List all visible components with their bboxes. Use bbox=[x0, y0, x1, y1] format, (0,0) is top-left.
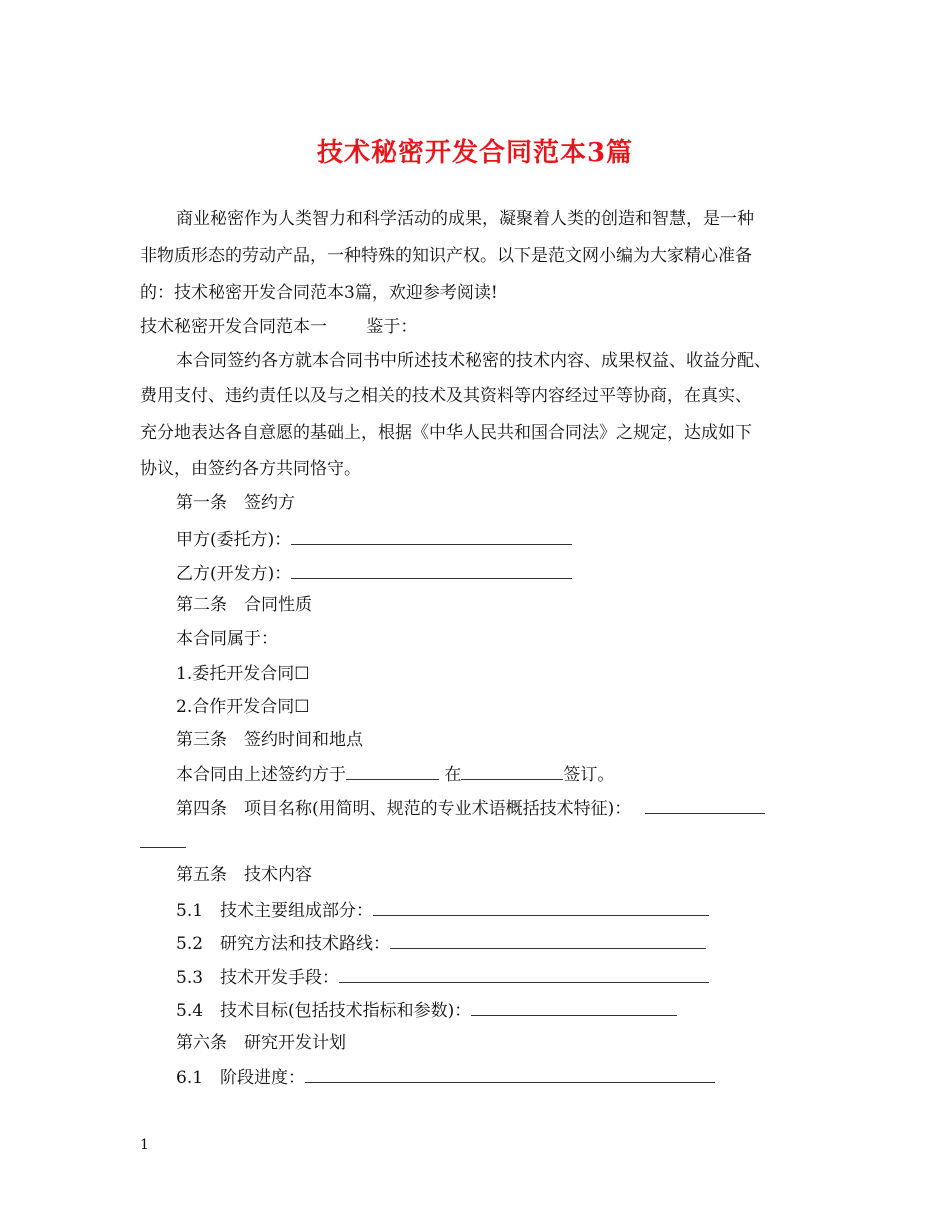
intro-line-3: 的：技术秘密开发合同范本3篇，欢迎参考阅读! bbox=[140, 283, 498, 303]
party-a-label: 甲方(委托方)： bbox=[176, 530, 292, 550]
article-3-text bbox=[176, 763, 614, 786]
document-title: 技术秘密开发合同范本3篇 bbox=[316, 138, 634, 168]
article-5-4-blank bbox=[471, 999, 677, 1016]
article-2-option-2: 2.合作开发合同☐ bbox=[176, 697, 310, 717]
preamble-line-2: 费用支付、违约责任以及与之相关的技术及其资料等内容经过平等协商，在真实、 bbox=[140, 386, 752, 406]
preamble-line-4: 协议，由签约各方共同恪守。 bbox=[140, 459, 361, 479]
article-3-text-part-3: 签订。 bbox=[563, 765, 615, 785]
article-5-title: 第五条 技术内容 bbox=[176, 865, 312, 885]
intro-line-2: 非物质形态的劳动产品，一种特殊的知识产权。以下是范文网小编为大家精心准备 bbox=[140, 246, 752, 266]
article-2-option-1: 1.委托开发合同☐ bbox=[176, 664, 310, 684]
article-5-4-label: 5.4 技术目标(包括技术指标和参数)： bbox=[176, 1001, 472, 1021]
article-4-title: 第四条 项目名称(用简明、规范的专业术语概括技术特征)： bbox=[176, 799, 632, 819]
article-6-1-row bbox=[176, 1066, 715, 1089]
article-3-text-part-1: 本合同由上述签约方于 bbox=[176, 765, 346, 785]
project-name-blank bbox=[645, 797, 765, 814]
article-5-3-label: 5.3 技术开发手段： bbox=[176, 968, 340, 988]
article-5-2-blank bbox=[390, 932, 706, 949]
party-a-blank bbox=[291, 528, 572, 545]
article-6-title: 第六条 研究开发计划 bbox=[176, 1033, 346, 1053]
party-b-blank bbox=[291, 562, 572, 579]
article-2-intro: 本合同属于： bbox=[176, 629, 278, 649]
article-5-1-blank bbox=[373, 899, 709, 916]
article-3-title: 第三条 签约时间和地点 bbox=[176, 730, 363, 750]
article-6-1-blank bbox=[305, 1066, 715, 1083]
party-b-row bbox=[176, 562, 572, 585]
intro-line-1: 商业秘密作为人类智力和科学活动的成果，凝聚着人类的创造和智慧，是一种 bbox=[176, 209, 754, 229]
article-2-title: 第二条 合同性质 bbox=[176, 595, 312, 615]
article-5-1-label: 5.1 技术主要组成部分： bbox=[176, 901, 374, 921]
article-6-1-label: 6.1 阶段进度： bbox=[176, 1068, 306, 1088]
party-b-label: 乙方(开发方)： bbox=[176, 564, 292, 584]
place-blank bbox=[461, 763, 563, 780]
article-4-continuation bbox=[140, 831, 186, 854]
article-3-text-part-2: 在 bbox=[439, 765, 462, 785]
article-5-1-row bbox=[176, 899, 709, 922]
article-5-3-row bbox=[176, 966, 709, 989]
article-1-title: 第一条 签约方 bbox=[176, 493, 295, 513]
date-blank bbox=[346, 763, 439, 780]
party-a-row bbox=[176, 528, 572, 551]
article-5-3-blank bbox=[339, 966, 709, 983]
article-5-2-label: 5.2 研究方法和技术路线： bbox=[176, 934, 391, 954]
page-number: 1 bbox=[140, 1137, 149, 1153]
preamble-line-3: 充分地表达各自意愿的基础上，根据《中华人民共和国合同法》之规定，达成如下 bbox=[140, 423, 752, 443]
article-5-2-row bbox=[176, 932, 706, 955]
article-5-4-row bbox=[176, 999, 677, 1022]
preamble-line-1: 本合同签约各方就本合同书中所述技术秘密的技术内容、成果权益、收益分配、 bbox=[176, 351, 771, 371]
article-4-row bbox=[176, 797, 765, 820]
section-heading: 技术秘密开发合同范本一 鉴于： bbox=[140, 317, 418, 337]
project-name-blank-continued bbox=[140, 831, 186, 848]
